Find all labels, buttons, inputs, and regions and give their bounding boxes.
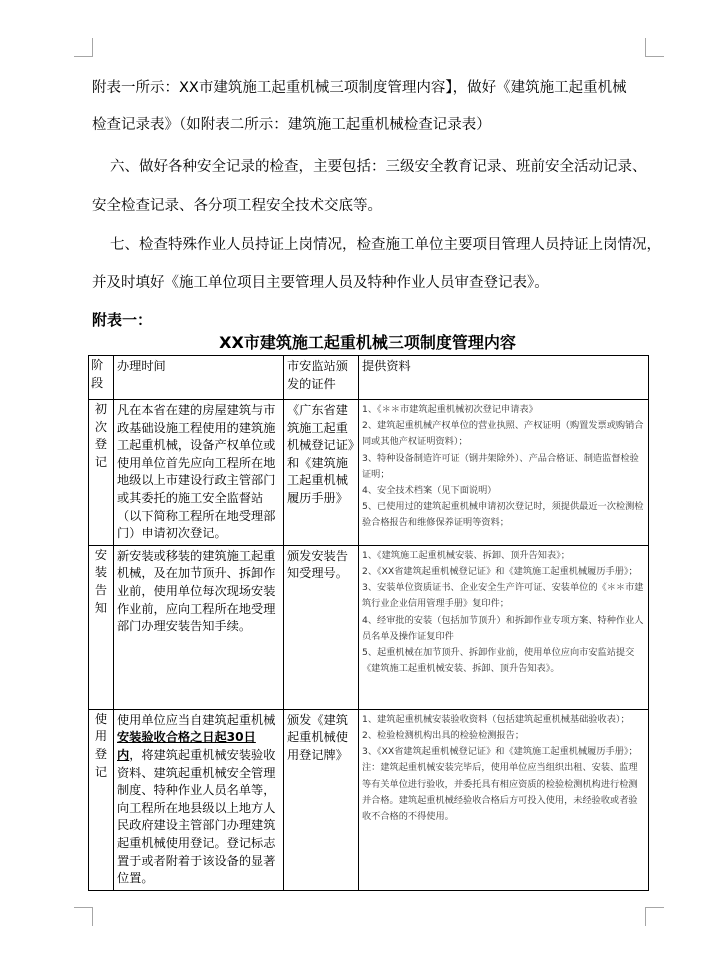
crop-mark-bottom-left (74, 907, 93, 926)
row-docs (359, 545, 649, 709)
row-stage: 初次登记 (89, 400, 114, 546)
doc-item: 3、安装单位资质证书、企业安全生产许可证、安装单位的《＊＊市建筑行业企业信用管理手册》复印件； (362, 582, 644, 610)
doc-item: 5、已使用过的建筑起重机械申请初次登记时，须提供最近一次检测检验合格报告和维修保养证明等资料； (362, 501, 644, 529)
paragraph-3-line-2: 并及时填好《施工单位项目主要管理人员及特种作业人员审查登记表》。 (92, 275, 549, 291)
table-row (89, 709, 649, 890)
row-stage: 使用登记 (89, 709, 114, 890)
appendix-label: 附表一： (92, 311, 153, 329)
table-row (89, 545, 649, 709)
doc-item: 3、特种设备制造许可证（钢井架除外）、产品合格证、制造监督检验证明； (362, 452, 639, 480)
row-time-emphasis: 安装验收合格之日起30日内 (117, 730, 256, 762)
doc-item: 5、起重机械在加节顶升、拆卸作业前，使用单位应向市安监站提交《建筑施工起重机械安装、拆卸、顶升告知表》。 (362, 646, 635, 675)
row-cert: 《广东省建筑施工起重机械登记证》和《建筑施工起重机械履历手册》 (284, 400, 359, 546)
table-row (89, 400, 649, 546)
row-docs (359, 709, 649, 890)
crop-mark-top-right (645, 38, 664, 57)
header-time: 办理时间 (114, 356, 284, 400)
header-stage: 阶段 (89, 356, 114, 400)
paragraph-2-line-1: 六、做好各种安全记录的检查，主要包括：三级安全教育记录、班前安全活动记录、 (110, 159, 647, 175)
row-docs (359, 400, 649, 546)
doc-item: 1、《＊＊市建筑起重机械初次登记申请表》 (362, 404, 538, 415)
row-time: 新安装或移装的建筑施工起重机械，及在加节顶升、拆卸作业前，使用单位每次现场安装作业前，应向工程所在地受理部门办理安装告知手续。 (114, 545, 284, 709)
doc-item: 1、建筑起重机械安装验收资料（包括建筑起重机械基础验收表）； (362, 713, 630, 725)
doc-item: 2、检验检测机构出具的检验检测报告； (362, 729, 525, 741)
paragraph-1-line-1: 附表一所示：ⅩⅩ市建筑施工起重机械三项制度管理内容】，做好《建筑施工起重机械 (92, 80, 627, 96)
row-cert: 颁发安装告知受理号。 (284, 545, 359, 709)
doc-item: 1、《建筑施工起重机械安装、拆卸、顶升告知表》； (362, 549, 570, 561)
table-title: ⅩⅩ市建筑施工起重机械三项制度管理内容 (219, 333, 516, 352)
header-docs: 提供资料 (359, 356, 649, 400)
header-cert: 市安监站颁发的证件 (284, 356, 359, 400)
paragraph-3-line-1: 七、检查特殊作业人员持证上岗情况，检查施工单位主要项目管理人员持证上岗情况， (110, 237, 661, 253)
doc-item: 2、建筑起重机械产权单位的营业执照、产权证明（购置发票或购销合同或其他产权证明资料）； (362, 420, 644, 448)
row-time: 凡在本省在建的房屋建筑与市政基础设施工程使用的建筑施工起重机械，设备产权单位或使用单位首先应向工程所在地地级以上市建设行政主管部门或其委托的施工安全监督站（以下简称工程所在地受理部门）申请初次登记。 (114, 400, 284, 546)
crop-mark-bottom-right (645, 907, 664, 926)
doc-item: 4、安全技术档案（见下面说明） (362, 485, 497, 497)
row-time-after: ，将建筑起重机械安装验收资料、建筑起重机械安全管理制度、特种作业人员名单等，向工程所在地县级以上地方人民政府建设主管部门办理建筑起重机械使用登记。登记标志置于或者附着于该设备的显著位置。 (117, 747, 276, 886)
paragraph-2-line-2: 安全检查记录、各分项工程安全技术交底等。 (92, 198, 382, 214)
row-time (114, 709, 284, 890)
management-table (88, 355, 649, 891)
row-stage: 安装告知 (89, 545, 114, 709)
doc-item: 3、《XX省建筑起重机械登记证》和《建筑施工起重机械履历手册》； (362, 746, 638, 758)
table-header-row (89, 356, 649, 400)
paragraph-1-line-2: 检查记录表》（如附表二所示：建筑施工起重机械检查记录表） (92, 117, 491, 133)
row-time-before: 使用单位应当自建筑起重机械 (117, 712, 276, 727)
row-cert: 颁发《建筑起重机械使用登记牌》 (284, 709, 359, 890)
doc-item: 2、《XX省建筑起重机械登记证》和《建筑施工起重机械履历手册》； (362, 565, 638, 577)
doc-item: 注：建筑起重机械安装完毕后，使用单位应当组织出租、安装、监理等有关单位进行验收，并委托具有相应资质的检验检测机构进行检测并合格。建筑起重机械经验收合格后方可投入使用，未经验收或者验收不合格的不得使用。 (362, 762, 638, 822)
doc-item: 4、经审批的安装（包括加节顶升）和拆卸作业专项方案、特种作业人员名单及操作证复印件 (362, 614, 644, 642)
crop-mark-top-left (74, 38, 93, 57)
